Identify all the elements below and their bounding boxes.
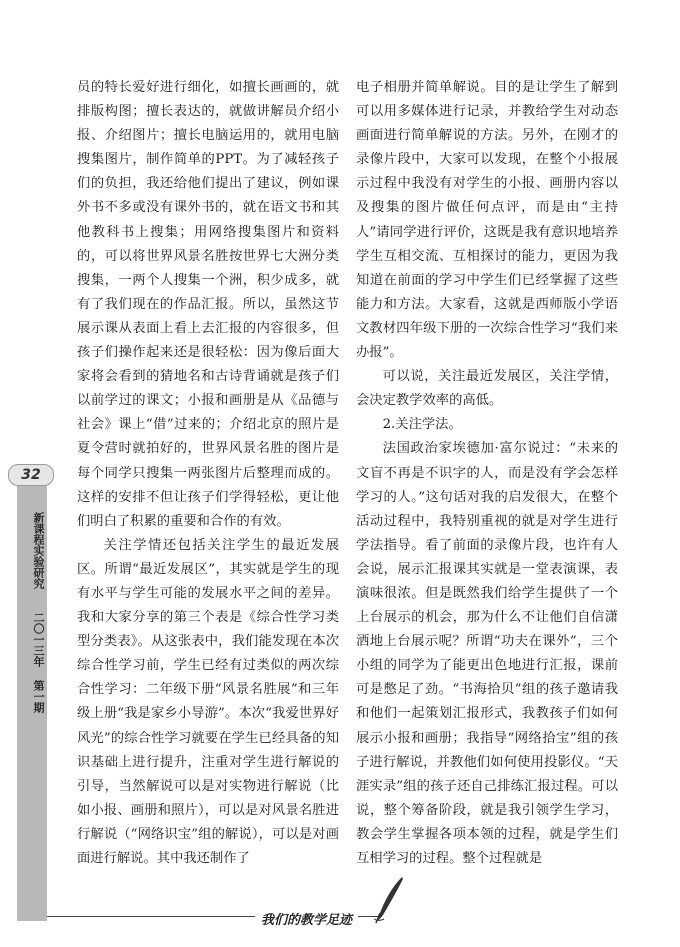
paragraph: 员的特长爱好进行细化，如擅长画画的，就排版构图；擅长表达的，就做讲解员介绍小报、介绍图片；擅长电脑运用的，就用电脑搜集图片，制作简单的PPT。为了减轻孩子们的负担，我还给他们提出了建议，例如课外书不多或没有课外书的，就在语文书和其他教科书上搜集；用网络搜集图片和资料的，可以将世界风景名胜按世界七大洲分类搜集，一两个人搜集一个洲，积少成多，就有了我们现在的作品汇报。所以，虽然这节展示课从表面上看上去汇报的内容很多，但孩子们操作起来还是很轻松：因为像后面大家将会看到的猜地名和古诗背诵就是孩子们以前学过的课文；小报和画册是从《品德与社会》课上“借”过来的；介绍北京的照片是夏令营时就拍好的，世界风景名胜的图片是每个同学只搜集一两张图片后整理而成的。这样的安排不但让孩子们学得轻松，更让他们明白了积累的重要和合作的有效。	[77, 80, 339, 529]
section-heading: 2.关注学法。	[382, 417, 462, 433]
footer-caption: 我们的教学足迹	[255, 909, 358, 928]
quill-pen-icon	[372, 875, 406, 925]
paragraph: 关注学情还包括关注学生的最近发展区。所谓“最近发展区”，其实就是学生的现有水平与学生可能的发展水平之间的差异。我和大家分享的第三个表是《综合性学习类型分类表》。从这张表中，我们能发现在本次综合性学习前，学生已经有过类似的两次综合性学习：二年级下册“风景名胜展”和三年级上册“我是家乡小导游”。本次“我爱世界好风光”的综合性学习就要在学生已经具备的知识基础上进行提升，注重对学生进行解说的引导，当然解说可以是对实物进行解说（比如小报、画册和照片），可以是对风景名胜进行解说（“网络识宝”组的解说），可以是对画面进行解说。其中我还制作了	[77, 537, 339, 866]
left-column	[77, 76, 339, 871]
journal-name: 新课程实验研究	[32, 512, 45, 589]
issue-label: 二〇一三年 第一期	[32, 612, 45, 713]
paragraph: 可以说，关注最近发展区，关注学情，会决定教学效率的高低。	[356, 369, 618, 409]
right-column	[356, 76, 618, 871]
paragraph: 电子相册并简单解说。目的是让学生了解到可以用多媒体进行记录，并教给学生对动态画面进行简单解说的方法。另外，在刚才的录像片段中，大家可以发现，在整个小报展示过程中我没有对学生的小报、画册内容以及搜集的图片做任何点评，而是由“主持人”请同学进行评价，这既是我有意识地培养学生互相交流、互相探讨的能力，更因为我知道在前面的学习中学生们已经掌握了这些能力和方法。大家看，这就是西师版小学语文教材四年级下册的一次综合性学习“我们来办报”。	[356, 80, 618, 361]
paragraph: 法国政治家埃德加·富尔说过：“未来的文盲不再是不识字的人，而是没有学会怎样学习的人。”这句话对我的启发很大，在整个活动过程中，我特别重视的就是对学生进行学法指导。看了前面的录像片段，也许有人会说，展示汇报课其实就是一堂表演课，表演味很浓。但是既然我们给学生提供了一个上台展示的机会，那为什么不让他们自信潇洒地上台展示呢？所谓“功夫在课外”，三个小组的同学为了能更出色地进行汇报，课前可是憋足了劲。“书海拾贝”组的孩子邀请我和他们一起策划汇报形式，我教孩子们如何展示小报和画册；我指导“网络拾宝”组的孩子进行解说，并教他们如何使用投影仪。“天涯实录”组的孩子还自己排练汇报过程。可以说，整个筹备阶段，就是我引领学生学习，教会学生掌握各项本领的过程，就是学生们互相学习的过程。整个过程就是	[356, 441, 618, 866]
page-number-badge: 32	[8, 464, 54, 486]
